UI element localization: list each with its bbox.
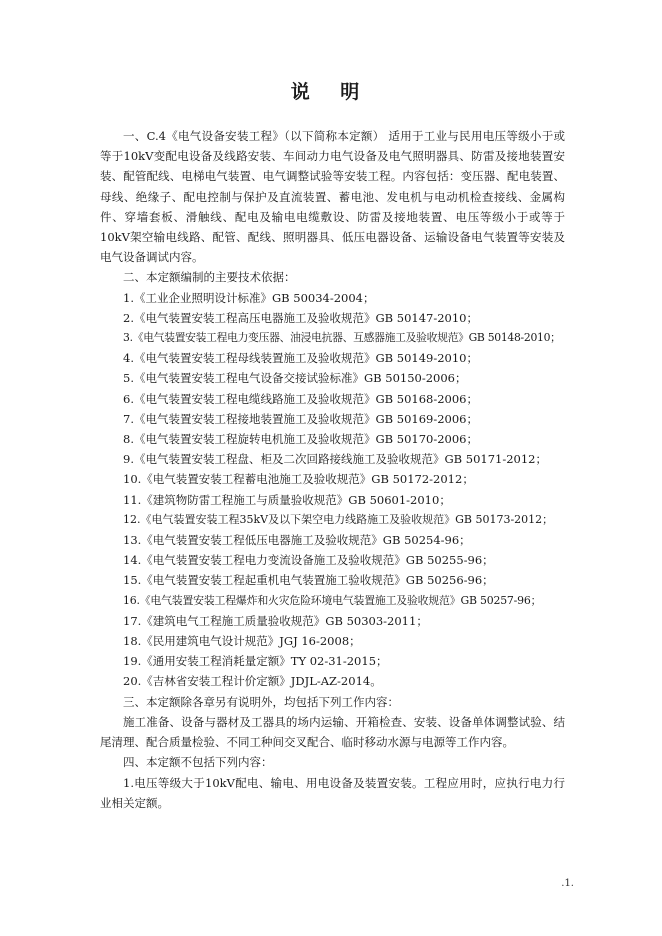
intro-paragraph: 一、C.4《电气设备安装工程》（以下简称本定额） 适用于工业与民用电压等级小于或等于10kV变配电设备及线路安装、车间动力电气设备及电气照明器具、防雷及接地装置安装、配管配线、电梯电气装置、电气调整试验等安装工程。内容包括：变压器、配电装置、母线、绝缘子、配电控制与保护及直流装置、蓄电池、发电机与电动机检查接线、金属构件、穿墙套板、滑触线、配电及输电电缆敷设、防雷及接地装置、电压等级小于或等于10kV架空输电线路、配管、配线、照明器具、低压电器设备、运输设备电气装置等安装及电气设备调试内容。 xyxy=(100,129,565,265)
reference-item: 18.《民用建筑电气设计规范》JGJ 16-2008； xyxy=(123,634,361,649)
reference-item: 8.《电气装置安装工程旋转电机施工及验收规范》GB 50170-2006； xyxy=(123,432,478,447)
section-3-body: 施工准备、设备与器材及工器具的场内运输、开箱检查、安装、设备单体调整试验、结尾清理、配合质量检验、不同工种间交叉配合、临时移动水源与电源等工作内容。 xyxy=(100,714,565,750)
document-body xyxy=(100,126,565,813)
section-2-heading: 二、本定额编制的主要技术依据： xyxy=(123,270,296,285)
page-title: 说 明 xyxy=(290,81,372,103)
reference-item: 4.《电气装置安装工程母线装置施工及验收规范》GB 50149-2010； xyxy=(123,351,478,366)
reference-item: 11.《建筑物防雷工程施工与质量验收规范》GB 50601-2010； xyxy=(123,492,451,507)
section-3-heading: 三、本定额除各章另有说明外，均包括下列工作内容： xyxy=(123,694,399,709)
reference-item: 7.《电气装置安装工程接地装置施工及验收规范》GB 50169-2006； xyxy=(123,411,478,426)
reference-item: 3.《电气装置安装工程电力变压器、油浸电抗器、互感器施工及验收规范》GB 50148-2010； xyxy=(123,331,561,345)
reference-item: 17.《建筑电气工程施工质量验收规范》GB 50303-2011； xyxy=(123,613,428,628)
reference-item: 16.《电气装置安装工程爆炸和火灾危险环境电气装置施工及验收规范》GB 50257-96； xyxy=(123,593,542,607)
page-number: .1. xyxy=(561,878,574,889)
reference-item: 13.《电气装置安装工程低压电器施工及验收规范》GB 50254-96； xyxy=(123,533,471,548)
reference-item: 10.《电气装置安装工程蓄电池施工及验收规范》GB 50172-2012； xyxy=(123,472,474,487)
reference-item: 20.《吉林省安装工程计价定额》JDJL-AZ-2014。 xyxy=(123,674,382,689)
reference-list xyxy=(100,288,565,692)
reference-item: 12.《电气装置安装工程35kV及以下架空电力线路施工及验收规范》GB 50173-2012； xyxy=(123,512,554,526)
reference-item: 9.《电气装置安装工程盘、柜及二次回路接线施工及验收规范》GB 50171-2012； xyxy=(123,452,547,467)
reference-item: 1.《工业企业照明设计标准》GB 50034-2004； xyxy=(123,290,375,305)
section-4-item-1: 1.电压等级大于10kV配电、输电、用电设备及装置安装。工程应用时，应执行电力行业相关定额。 xyxy=(100,775,565,810)
reference-item: 15.《电气装置安装工程起重机电气装置施工验收规范》GB 50256-96； xyxy=(123,573,494,588)
reference-item: 19.《通用安装工程消耗量定额》TY 02-31-2015； xyxy=(123,654,388,669)
reference-item: 5.《电气装置安装工程电气设备交接试验标准》GB 50150-2006； xyxy=(123,371,467,386)
reference-item: 14.《电气装置安装工程电力变流设备施工及验收规范》GB 50255-96； xyxy=(123,553,494,568)
section-4-heading: 四、本定额不包括下列内容： xyxy=(123,755,273,770)
reference-item: 2.《电气装置安装工程高压电器施工及验收规范》GB 50147-2010； xyxy=(123,310,478,325)
reference-item: 6.《电气装置安装工程电缆线路施工及验收规范》GB 50168-2006； xyxy=(123,391,478,406)
